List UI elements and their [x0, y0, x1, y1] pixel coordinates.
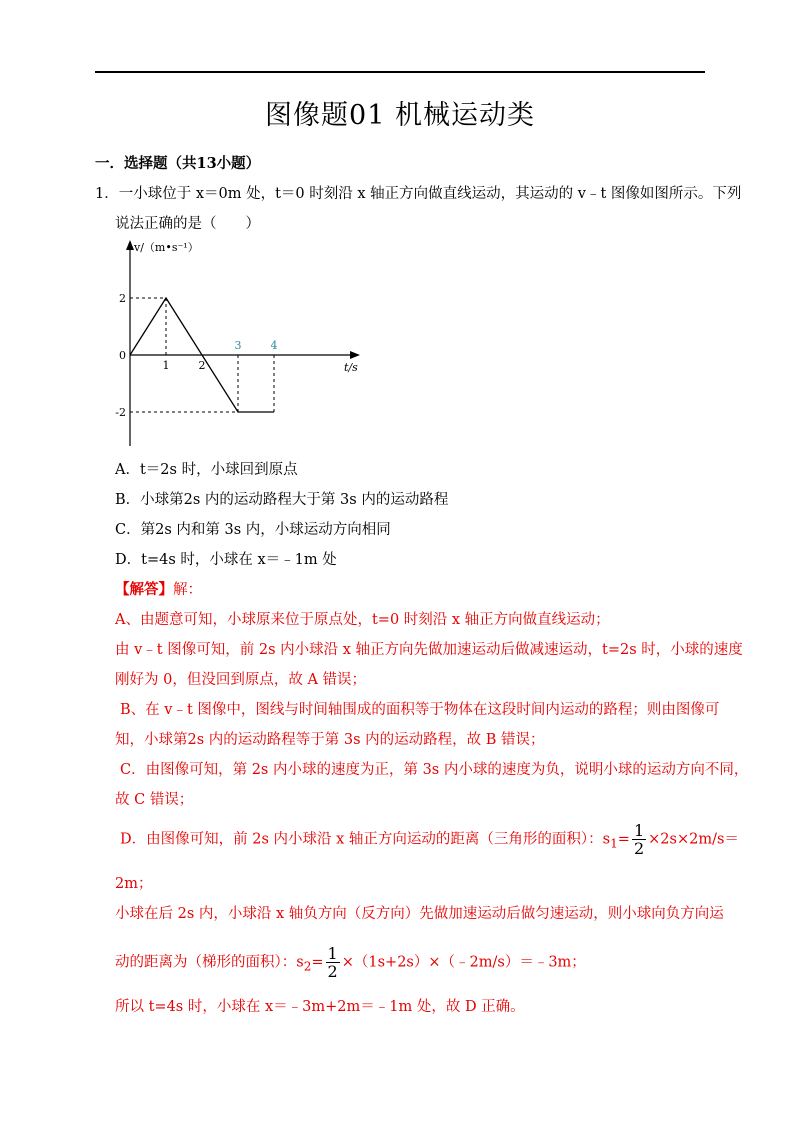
answer-d-line1 — [120, 822, 739, 857]
answer-c-line1: C．由图像可知，第 2s 内小球的速度为正，第 3s 内小球的速度为负，说明小球的运动方向不同， — [120, 762, 749, 778]
page-title: 图像题01 机械运动类 — [265, 100, 535, 131]
question-stem-line2: 说法正确的是（ ） — [115, 216, 260, 232]
y-axis-arrow — [126, 240, 134, 250]
option-c: C．第2s 内和第 3s 内，小球运动方向相同 — [115, 522, 391, 538]
answer-a2-line2: 刚好为 0，但没回到原点，故 A 错误； — [115, 672, 367, 688]
answer-e-sub: 2 — [303, 959, 312, 974]
answer-tag: 【解答】 — [115, 581, 173, 598]
y-axis-label: v/（m•s⁻¹） — [134, 241, 199, 254]
answer-d-line2: 2m； — [115, 876, 153, 892]
question-stem-line1: 1．一小球位于 x＝0m 处，t＝0 时刻沿 x 轴正方向做直线运动，其运动的 v﹣t 图像如图所示。下列 — [95, 186, 742, 202]
x-axis-label: t/s — [344, 361, 358, 374]
answer-b-line2: 知，小球第2s 内的运动路程等于第 3s 内的运动路程，故 B 错误； — [115, 732, 545, 748]
axes — [130, 246, 354, 446]
x-tick-label: 4 — [270, 339, 278, 352]
answer-e-denominator: 2 — [327, 962, 338, 981]
header-rule — [95, 71, 705, 73]
x-axis-arrow — [350, 351, 360, 359]
answer-f-line: 所以 t=4s 时，小球在 x＝﹣3m+2m＝﹣1m 处，故 D 正确。 — [115, 999, 525, 1015]
answer-d-fraction — [632, 822, 646, 857]
answer-d-prefix: D．由图像可知，前 2s 内小球沿 x 轴正方向运动的距离（三角形的面积）：s — [120, 831, 611, 848]
answer-e-suffix: ×（1s+2s）×（﹣2m/s）＝﹣3m； — [341, 954, 586, 971]
answer-d-numerator: 1 — [633, 821, 645, 840]
section-heading: 一．选择题（共13小题） — [95, 155, 261, 172]
answer-header — [115, 578, 202, 599]
option-d: D．t=4s 时，小球在 x＝﹣1m 处 — [115, 552, 337, 568]
answer-d-eq: = — [617, 831, 630, 848]
vt-graph — [108, 238, 373, 453]
x-tick-label: 2 — [198, 359, 206, 372]
answer-e-eq: = — [311, 954, 324, 971]
answer-e-numerator: 1 — [327, 944, 338, 963]
y-tick-label: -2 — [115, 406, 126, 419]
answer-d-suffix: ×2s×2m/s＝ — [648, 831, 739, 848]
y-tick-label: 0 — [119, 349, 126, 362]
y-tick-label: 2 — [119, 292, 126, 305]
answer-e-fraction — [326, 945, 340, 980]
answer-c-line2: 故 C 错误； — [115, 792, 194, 808]
option-b: B．小球第2s 内的运动路程大于第 3s 内的运动路程 — [115, 492, 449, 508]
answer-a2-line1: 由 v﹣t 图像可知，前 2s 内小球沿 x 轴正方向先做加速运动后做减速运动，t=2s 时，小球的速度 — [115, 642, 743, 658]
option-a: A．t＝2s 时，小球回到原点 — [115, 462, 298, 478]
answer-e-line2 — [115, 945, 586, 980]
answer-a-line: A、由题意可知，小球原来位于原点处，t=0 时刻沿 x 轴正方向做直线运动； — [115, 612, 610, 628]
answer-e-prefix: 动的距离为（梯形的面积）：s — [115, 954, 304, 971]
answer-tag-suffix: 解： — [173, 582, 202, 598]
answer-d-denominator: 2 — [633, 839, 645, 858]
x-tick-label: 1 — [162, 359, 170, 372]
answer-d-sub: 1 — [610, 836, 618, 851]
answer-b-line1: B、在 v﹣t 图像中，图线与时间轴围成的面积等于物体在这段时间内运动的路程；则由图像可 — [120, 702, 720, 718]
answer-e-line1: 小球在后 2s 内，小球沿 x 轴负方向（反方向）先做加速运动后做匀速运动，则小球向负方向运 — [115, 906, 724, 922]
x-tick-label: 3 — [234, 339, 242, 352]
